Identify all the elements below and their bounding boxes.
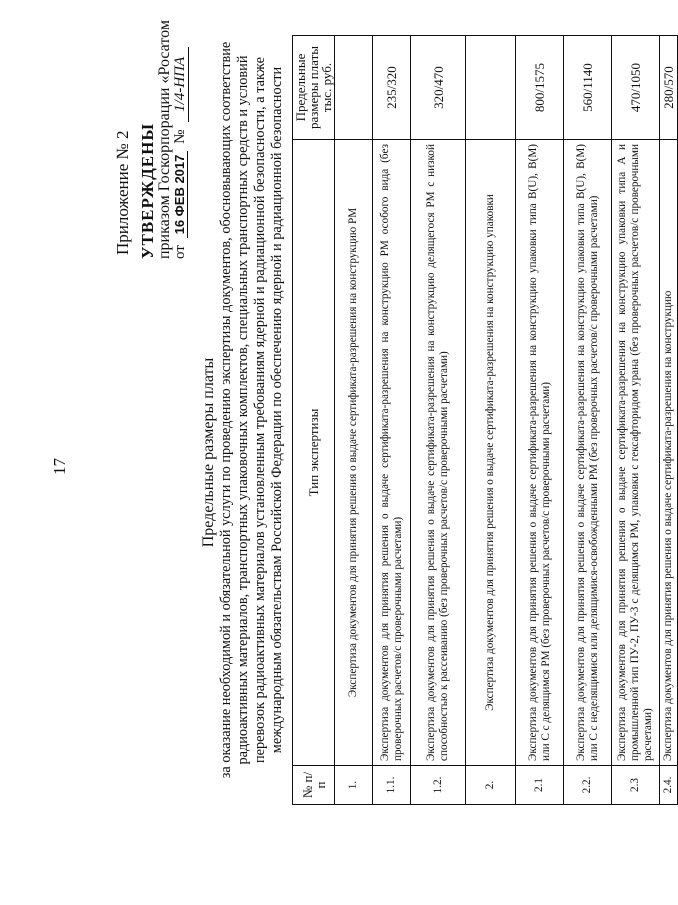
row-num: 1. xyxy=(335,766,373,805)
order-date: 16 ФЕВ 2017 xyxy=(172,151,188,239)
row-num: 2.3 xyxy=(612,766,660,805)
table-row xyxy=(411,36,466,805)
row-fee: 800/1575 xyxy=(516,36,564,140)
fee-table xyxy=(292,35,678,805)
document-subtitle xyxy=(218,15,286,805)
appendix-label: Приложение № 2 xyxy=(113,130,132,255)
number-sign: № xyxy=(172,129,188,144)
row-num: 1.1. xyxy=(373,766,411,805)
table-row-section xyxy=(335,36,373,805)
from-prefix: от xyxy=(172,245,188,259)
order-label: приказом Госкорпорации «Росатом xyxy=(156,20,173,259)
table-row-section xyxy=(466,36,516,805)
row-fee: 320/470 xyxy=(411,36,466,140)
row-num: 2.2. xyxy=(564,766,612,805)
row-type: Экспертиза документов для принятия решения о выдаче сертификата-разрешения на конструкцию РМ особого вида (без проверочных расчетов/с проверочными расчетами) xyxy=(373,140,411,766)
table-row xyxy=(660,36,678,805)
document-title: Предельные размеры платы xyxy=(200,357,217,548)
order-date-line xyxy=(172,47,189,259)
subtitle-line: международным обязательствам Российской Федерации по обеспечению ядерной и радиационной безопасности xyxy=(269,66,285,754)
row-fee: 470/1050 xyxy=(612,36,660,140)
subtitle-line: за оказание необходимой и обязательной услуги по проведению экспертизы документов, обосновывающих соответствие xyxy=(218,41,234,779)
header-num: № п/п xyxy=(293,766,335,805)
table-row xyxy=(564,36,612,805)
table-row xyxy=(612,36,660,805)
table-row xyxy=(373,36,411,805)
row-fee xyxy=(466,36,516,140)
row-type: Экспертиза документов для принятия решения о выдаче сертификата-разрешения на конструкцию РМ xyxy=(335,140,373,766)
page-number: 17 xyxy=(50,458,69,475)
row-num: 1.2. xyxy=(411,766,466,805)
approved-label: УТВЕРЖДЕНЫ xyxy=(138,122,157,259)
header-type: Тип экспертизы xyxy=(293,140,335,766)
row-type: Экспертиза документов для принятия решения о выдаче сертификата-разрешения на конструкцию xyxy=(660,140,678,766)
row-fee: 280/570 xyxy=(660,36,678,140)
row-fee xyxy=(335,36,373,140)
row-num: 2.1 xyxy=(516,766,564,805)
row-type: Экспертиза документов для принятия решения о выдаче сертификата-разрешения на конструкцию упаковки типа B(U), B(M) или C с неделящимися или делящимися-освобожденными РМ (без проверочных расчетов/с проверочными расчетами) xyxy=(564,140,612,766)
order-number: 1/4-НПА xyxy=(172,47,189,122)
table-header-row xyxy=(293,36,335,805)
table-row xyxy=(516,36,564,805)
row-type: Экспертиза документов для принятия решения о выдаче сертификата-разрешения на конструкцию упаковки типа A и промышленной тип ПУ-2, ПУ-3 с делящимся РМ, упаковки с гексафторидом урана (без проверочных расчетов/с проверочными расчетами) xyxy=(612,140,660,766)
row-num: 2. xyxy=(466,766,516,805)
row-type: Экспертиза документов для принятия решения о выдаче сертификата-разрешения на конструкцию упаковки xyxy=(466,140,516,766)
row-fee: 235/320 xyxy=(373,36,411,140)
row-fee: 560/1140 xyxy=(564,36,612,140)
row-type: Экспертиза документов для принятия решения о выдаче сертификата-разрешения на конструкцию делящегося РМ с низкой способностью к рассеиванию (без проверочных расчетов/с проверочными расчетами) xyxy=(411,140,466,766)
subtitle-line: радиоактивных материалов, транспортных упаковочных комплектов, специальных транспортных средств и условий xyxy=(235,55,251,765)
header-fee: Предельные размеры платы тыс. руб. xyxy=(293,36,335,140)
subtitle-line: перевозок радиоактивных материалов установленным требованиям ядерной и радиационной безопасности, а также xyxy=(252,57,268,763)
row-type: Экспертиза документов для принятия решения о выдаче сертификата-разрешения на конструкцию упаковки типа B(U), B(M) или C с делящимся РМ (без проверочных расчетов/с проверочными расчетами) xyxy=(516,140,564,766)
row-num: 2.4. xyxy=(660,766,678,805)
